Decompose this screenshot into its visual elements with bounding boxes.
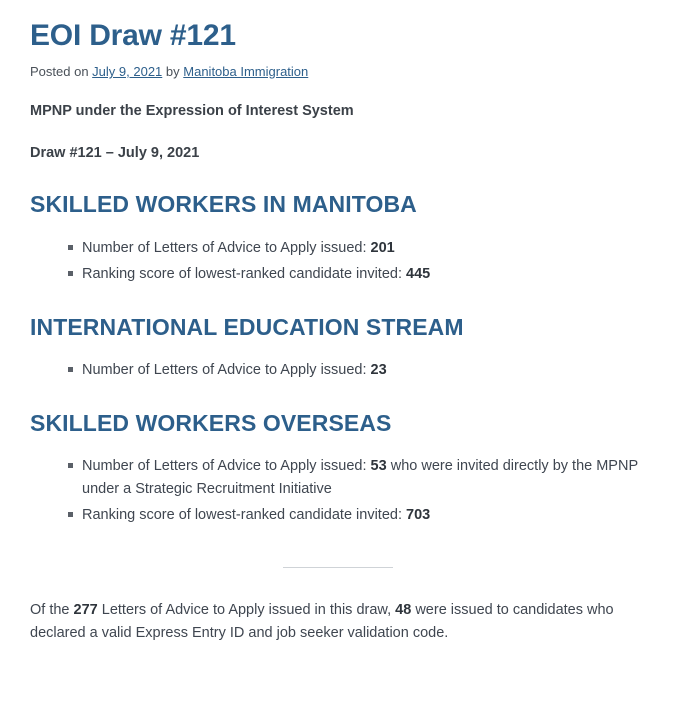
total-laa-value: 277 [73,601,98,618]
closing-part-3: were issued to candidates who declared a valid Express Entry ID and job seeker validation code. [30,601,614,641]
draw-subtitle: Draw #121 – July 9, 2021 [30,145,200,161]
horizontal-divider [283,567,393,568]
section-international-education-stream [30,314,646,382]
closing-paragraph [30,599,646,645]
list-item [68,237,646,259]
section-heading: INTERNATIONAL EDUCATION STREAM [30,313,464,340]
fact-value: 445 [406,266,431,283]
page-title: EOI Draw #121 [30,19,236,52]
by-label: by [165,64,180,79]
express-entry-value: 48 [395,601,412,618]
fact-value: 53 [370,458,387,475]
section-heading: SKILLED WORKERS IN MANITOBA [30,191,417,217]
fact-value: 23 [370,362,387,379]
fact-label: Number of Letters of Advice to Apply issued: [82,239,367,256]
section-heading: SKILLED WORKERS OVERSEAS [30,409,392,436]
section-fact-list [30,359,646,381]
fact-value: 201 [370,239,395,256]
fact-value: 703 [406,507,431,524]
fact-label: Ranking score of lowest-ranked candidate invited: [82,507,402,524]
fact-label: Number of Letters of Advice to Apply issued: [82,458,367,475]
section-fact-list [30,455,646,526]
section-divider-wrap [30,555,646,573]
section-fact-list [30,237,646,286]
closing-part-1: Of the [30,601,70,618]
fact-suffix: who were invited directly by the MPNP under a Strategic Recruitment Initiative [82,458,638,497]
section-skilled-workers-overseas [30,410,646,527]
list-item [68,263,646,285]
post-meta [30,64,646,79]
program-subtitle: MPNP under the Expression of Interest System [30,103,354,119]
fact-label: Ranking score of lowest-ranked candidate invited: [82,266,402,283]
list-item [68,455,646,500]
post-date-link[interactable]: July 9, 2021 [92,64,163,79]
closing-part-2: Letters of Advice to Apply issued in this draw, [101,601,392,618]
list-item [68,359,646,381]
posted-on-label: Posted on [30,64,89,79]
list-item [68,504,646,526]
post-author-link[interactable]: Manitoba Immigration [183,64,309,79]
fact-label: Number of Letters of Advice to Apply issued: [82,362,367,379]
section-skilled-workers-in-manitoba [30,191,646,286]
